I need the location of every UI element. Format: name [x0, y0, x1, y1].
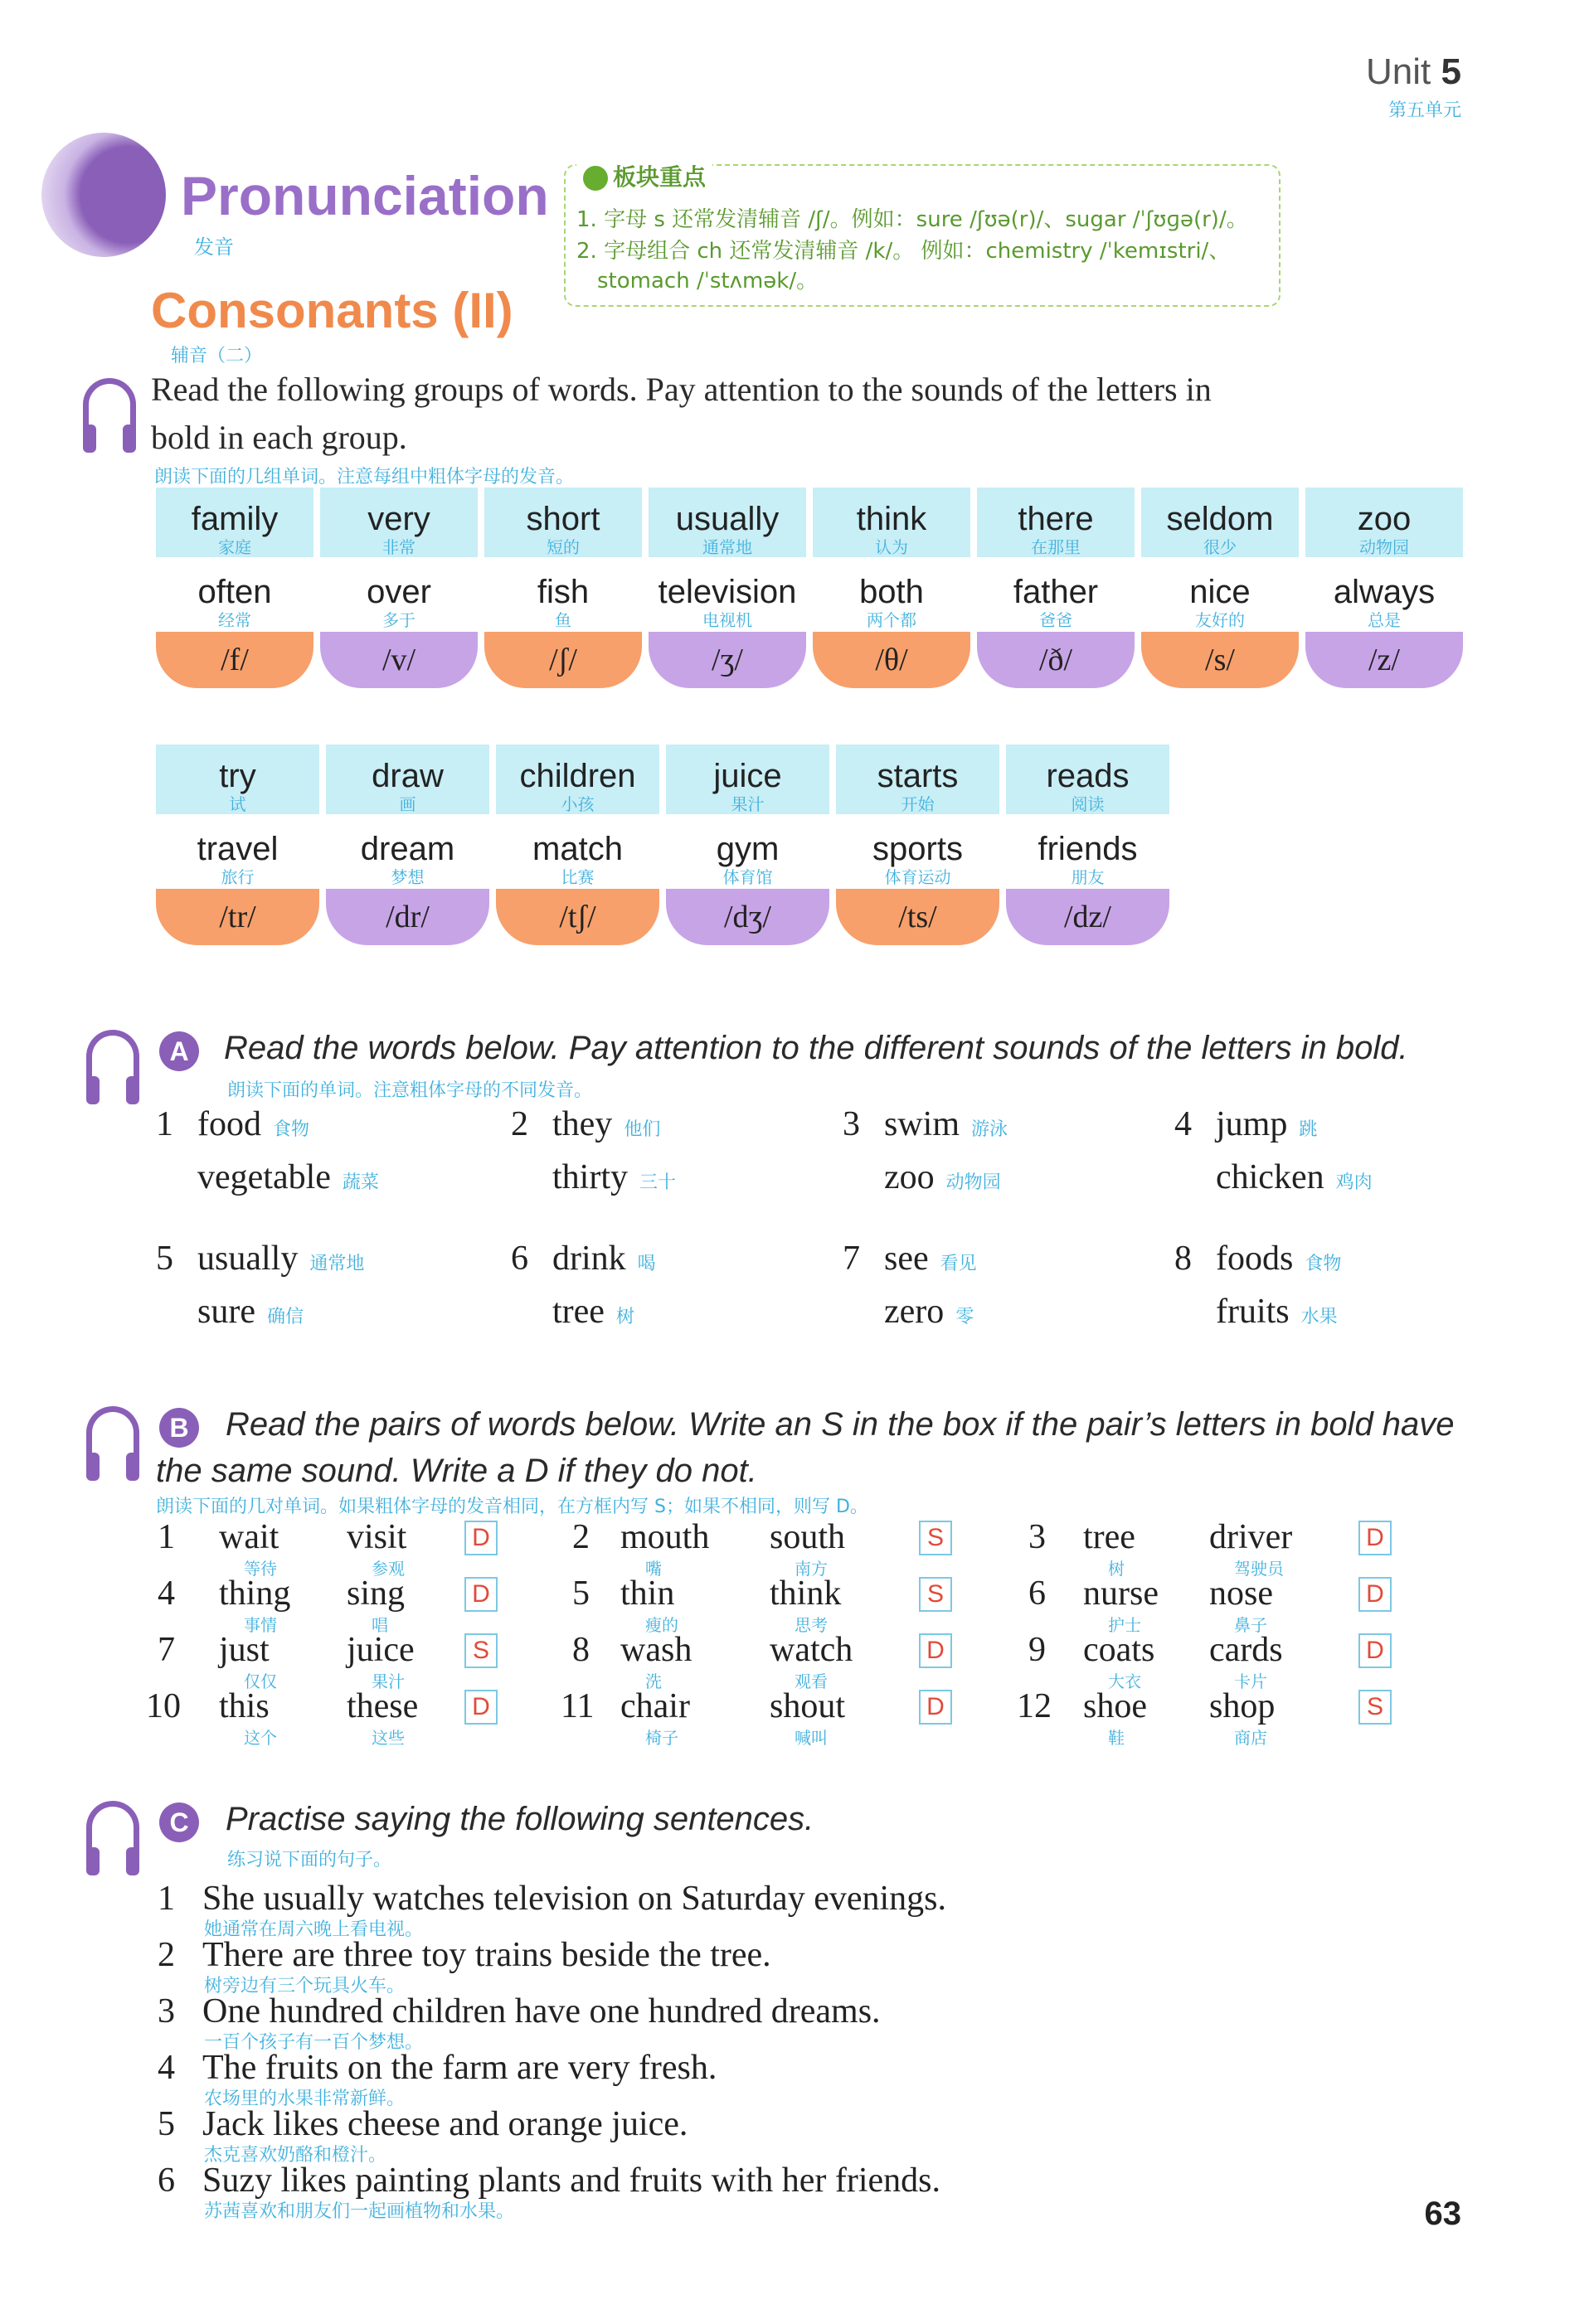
table-word-1: try: [219, 758, 256, 794]
word-pair-2: [1216, 1157, 1373, 1197]
leaf-icon: [583, 166, 608, 191]
word-2-cn: 鼻子: [1234, 1615, 1267, 1635]
sentence-number: 1: [158, 1880, 175, 1918]
section-a-badge: A: [159, 1031, 199, 1071]
word-1: this: [219, 1687, 270, 1725]
table-word-2: television: [658, 574, 797, 610]
word: foods: [1216, 1240, 1294, 1278]
word: see: [884, 1240, 929, 1278]
word-1-cn: 嘴: [645, 1559, 662, 1579]
sentence-number: 2: [158, 1936, 175, 1974]
word-2: watch: [770, 1631, 853, 1669]
word-1-cn: 事情: [244, 1615, 277, 1635]
answer-box[interactable]: D: [464, 1690, 498, 1725]
word: fruits: [1216, 1293, 1290, 1331]
item-number: 1: [158, 1518, 175, 1556]
word-1: thing: [219, 1574, 291, 1613]
word-1-cn: 洗: [645, 1671, 662, 1691]
word-1: mouth: [620, 1518, 710, 1556]
table-word-1-cn: 动物园: [1359, 537, 1409, 557]
word-2: shop: [1209, 1687, 1276, 1725]
word: zoo: [884, 1158, 935, 1196]
section-title-cn: 辅音（二）: [171, 346, 263, 366]
word-pair-1: [552, 1104, 660, 1144]
table-word-2: friends: [1038, 831, 1138, 867]
section-a-instruction-cn: 朗读下面的单词。注意粗体字母的不同发音。: [227, 1080, 593, 1101]
answer-box[interactable]: S: [464, 1633, 498, 1668]
sentence-cn: 农场里的水果非常新鲜。: [204, 2089, 406, 2109]
word-2: cards: [1209, 1631, 1283, 1669]
table-word-1-cn: 开始: [901, 794, 935, 814]
word-1: nurse: [1083, 1574, 1159, 1613]
word-cn: 水果: [1300, 1307, 1338, 1327]
table-word-2-cn: 朋友: [1071, 867, 1105, 887]
table-word-1-cn: 小孩: [561, 794, 595, 814]
table-word-2-cn: 体育馆: [722, 867, 773, 887]
focus-line-1: 1. 字母 s 还常发清辅音 /ʃ/。例如：sure /ʃʊə(r)/、sugar /ˈʃʊɡə(r)/。: [576, 207, 1248, 232]
answer-box[interactable]: D: [464, 1521, 498, 1555]
word-1-cn: 仅仅: [244, 1671, 277, 1691]
phoneme-label: /ts/: [836, 889, 999, 945]
word-pair-2: [552, 1292, 634, 1332]
sentence-text: One hundred children have one hundred dreams.: [202, 1992, 881, 2030]
answer-box[interactable]: D: [919, 1633, 952, 1668]
word: usually: [197, 1240, 299, 1278]
word-1: wait: [219, 1518, 279, 1556]
answer-box[interactable]: D: [1358, 1633, 1392, 1668]
word-2-cn: 观看: [795, 1671, 828, 1691]
table-word-2-cn: 爸爸: [1039, 610, 1072, 630]
word-2: juice: [347, 1631, 415, 1669]
word-pair-1: [1216, 1104, 1317, 1144]
answer-box[interactable]: D: [1358, 1577, 1392, 1612]
item-number: 7: [158, 1631, 175, 1669]
word-1-cn: 等待: [244, 1559, 277, 1579]
page-title: Pronunciation: [181, 165, 549, 226]
word-1-cn: 椅子: [645, 1728, 678, 1748]
word-2-cn: 参观: [372, 1559, 405, 1579]
word-pair-2: [197, 1157, 379, 1197]
word-cn: 三十: [639, 1172, 677, 1193]
phoneme-label: /θ/: [813, 632, 970, 688]
word-pair-2: [1216, 1292, 1338, 1332]
table-word-2: travel: [197, 831, 279, 867]
word-1-cn: 鞋: [1108, 1728, 1125, 1748]
table-word-1-cn: 非常: [382, 537, 416, 557]
item-number: 6: [1028, 1574, 1046, 1613]
word-pair-2: [197, 1292, 304, 1332]
unit-label: Unit 5: [1366, 51, 1461, 92]
sentence-text: Suzy likes painting plants and fruits with her friends.: [202, 2161, 941, 2200]
sentence-cn: 她通常在周六晚上看电视。: [204, 1919, 424, 1940]
table-word-1-cn: 试: [229, 794, 246, 814]
table-word-2-cn: 电视机: [702, 610, 752, 630]
word: chicken: [1216, 1158, 1324, 1196]
word-2-cn: 驾驶员: [1234, 1559, 1284, 1579]
item-number: 11: [561, 1687, 595, 1725]
word-2-cn: 果汁: [372, 1671, 405, 1691]
table-word-1-cn: 阅读: [1071, 794, 1105, 814]
word-2: these: [347, 1687, 419, 1725]
table-word-2: sports: [872, 831, 963, 867]
phoneme-label: /tʃ/: [496, 889, 659, 945]
section-c-badge: C: [159, 1802, 199, 1842]
word-2: think: [770, 1574, 842, 1613]
word: vegetable: [197, 1158, 331, 1196]
table-word-1-cn: 认为: [875, 537, 908, 557]
word-1: just: [219, 1631, 270, 1669]
word-2-cn: 这些: [372, 1728, 405, 1748]
table-word-1-cn: 很少: [1203, 537, 1237, 557]
section-c-instruction-cn: 练习说下面的句子。: [227, 1850, 392, 1870]
word: tree: [552, 1293, 605, 1331]
word-2-cn: 商店: [1234, 1728, 1267, 1748]
section-c-instruction: Practise saying the following sentences.: [226, 1801, 814, 1837]
table-word-2: always: [1333, 574, 1436, 610]
word-cn: 零: [955, 1307, 974, 1327]
table-word-2: nice: [1189, 574, 1251, 610]
table-word-1: zoo: [1357, 501, 1412, 537]
table-word-1: family: [191, 501, 279, 537]
section-title: Consonants (II): [151, 283, 513, 338]
sentence-number: 5: [158, 2105, 175, 2143]
word-cn: 看见: [940, 1254, 977, 1274]
sentence-cn: 一百个孩子有一百个梦想。: [204, 2032, 424, 2053]
word-2: driver: [1209, 1518, 1293, 1556]
focus-line-3: stomach /ˈstʌmək/。: [597, 269, 819, 294]
word-pair-2: [884, 1157, 1001, 1197]
table-word-2: over: [367, 574, 431, 610]
word-1-cn: 瘦的: [645, 1615, 678, 1635]
table-word-1: short: [526, 501, 600, 537]
answer-box[interactable]: D: [919, 1690, 952, 1725]
table-word-1-cn: 短的: [547, 537, 580, 557]
table-word-1: children: [519, 758, 636, 794]
word-cn: 蔬菜: [342, 1172, 379, 1193]
headphones-icon[interactable]: [83, 378, 136, 431]
word-cn: 通常地: [309, 1254, 365, 1274]
table-word-2: fish: [537, 574, 590, 610]
word-pair-1: [1216, 1239, 1341, 1278]
word-pair-1: [884, 1239, 977, 1278]
word-pair-1: [197, 1104, 309, 1144]
sentence-text: There are three toy trains beside the tree.: [202, 1936, 771, 1974]
word-cn: 喝: [637, 1254, 656, 1274]
word-cn: 他们: [624, 1119, 661, 1140]
word-cn: 鸡肉: [1335, 1172, 1373, 1193]
table-word-2: match: [532, 831, 623, 867]
item-number: 5: [156, 1240, 173, 1278]
sentence-number: 6: [158, 2161, 175, 2200]
sentence-cn: 杰克喜欢奶酪和橙汁。: [204, 2145, 387, 2166]
phoneme-label: /z/: [1305, 632, 1463, 688]
phoneme-label: /dz/: [1006, 889, 1169, 945]
table-word-2-cn: 总是: [1368, 610, 1401, 630]
table-word-1: reads: [1046, 758, 1130, 794]
section-b-instruction-1: Read the pairs of words below. Write an S in the box if the pair’s letters in bold have: [226, 1406, 1455, 1443]
item-number: 2: [511, 1105, 528, 1143]
word-pair-1: [884, 1104, 1008, 1144]
table-word-2: father: [1013, 574, 1099, 610]
word-1: thin: [620, 1574, 675, 1613]
phoneme-label: /v/: [320, 632, 478, 688]
table-word-2-cn: 经常: [218, 610, 251, 630]
table-word-2: gym: [716, 831, 780, 867]
item-number: 3: [1028, 1518, 1046, 1556]
answer-box[interactable]: S: [1358, 1690, 1392, 1725]
table-word-1-cn: 通常地: [702, 537, 752, 557]
word-2: nose: [1209, 1574, 1273, 1613]
item-number: 4: [1174, 1105, 1192, 1143]
word-2: south: [770, 1518, 846, 1556]
item-number: 4: [158, 1574, 175, 1613]
table-word-2-cn: 体育运动: [884, 867, 951, 887]
table-word-2-cn: 比赛: [561, 867, 595, 887]
word-1-cn: 这个: [244, 1728, 277, 1748]
item-number: 8: [1174, 1240, 1192, 1278]
word: sure: [197, 1293, 255, 1331]
table-word-1-cn: 家庭: [218, 537, 251, 557]
table-word-1-cn: 在那里: [1031, 537, 1081, 557]
table-word-2: both: [859, 574, 924, 610]
phoneme-label: /f/: [156, 632, 313, 688]
word: jump: [1216, 1105, 1288, 1143]
word: zero: [884, 1293, 945, 1331]
intro-cn: 朗读下面的几组单词。注意每组中粗体字母的发音。: [154, 467, 575, 488]
unit-label-cn: 第五单元: [1387, 100, 1461, 121]
page-number: 63: [1424, 2195, 1461, 2232]
word-1: chair: [620, 1687, 690, 1725]
sentence-text: She usually watches television on Saturday evenings.: [202, 1880, 946, 1918]
table-word-2-cn: 两个都: [867, 610, 916, 630]
sentence-number: 3: [158, 1992, 175, 2030]
word-2: shout: [770, 1687, 846, 1725]
table-word-1: draw: [372, 758, 444, 794]
word-cn: 跳: [1299, 1119, 1318, 1140]
word-2-cn: 喊叫: [795, 1728, 828, 1748]
word-pair-2: [552, 1157, 676, 1197]
word-2-cn: 南方: [795, 1559, 828, 1579]
word-2: visit: [347, 1518, 407, 1556]
sentence-cn: 苏茜喜欢和朋友们一起画植物和水果。: [204, 2201, 515, 2222]
word-pair-1: [197, 1239, 364, 1278]
phoneme-label: /tr/: [156, 889, 319, 945]
word-cn: 树: [615, 1307, 634, 1327]
word: thirty: [552, 1158, 628, 1196]
answer-box[interactable]: D: [1358, 1521, 1392, 1555]
word-cn: 食物: [273, 1119, 310, 1140]
word-2-cn: 唱: [372, 1615, 388, 1635]
word-cn: 游泳: [971, 1119, 1008, 1140]
item-number: 5: [572, 1574, 590, 1613]
item-number: 6: [511, 1240, 528, 1278]
intro-line-2: bold in each group.: [151, 419, 407, 456]
page-title-cn: 发音: [194, 235, 234, 259]
table-word-1: very: [367, 501, 430, 537]
speaker-face-icon: [41, 133, 166, 257]
table-word-2-cn: 鱼: [555, 610, 571, 630]
word-cn: 食物: [1305, 1254, 1342, 1274]
table-word-2-cn: 梦想: [391, 867, 425, 887]
table-word-1: seldom: [1166, 501, 1274, 537]
word-2-cn: 思考: [795, 1615, 828, 1635]
word-1-cn: 护士: [1108, 1615, 1141, 1635]
table-word-1-cn: 果汁: [731, 794, 765, 814]
item-number: 9: [1028, 1631, 1046, 1669]
table-word-2-cn: 多于: [382, 610, 416, 630]
table-word-2-cn: 友好的: [1195, 610, 1245, 630]
table-word-2-cn: 旅行: [221, 867, 255, 887]
intro-line-1: Read the following groups of words. Pay attention to the sounds of the letters in: [151, 371, 1212, 408]
phoneme-label: /s/: [1141, 632, 1299, 688]
word-cn: 动物园: [945, 1172, 1001, 1193]
sentence-text: The fruits on the farm are very fresh.: [202, 2049, 717, 2087]
answer-box[interactable]: S: [919, 1521, 952, 1555]
item-number: 10: [146, 1687, 181, 1725]
word-1: shoe: [1083, 1687, 1147, 1725]
word: they: [552, 1105, 613, 1143]
answer-box[interactable]: D: [464, 1577, 498, 1612]
word-cn: 确信: [266, 1307, 304, 1327]
phoneme-label: /ʒ/: [649, 632, 806, 688]
focus-line-2: 2. 字母组合 ch 还常发清辅音 /k/。 例如：chemistry /ˈkemɪstri/、: [576, 239, 1231, 264]
sentence-text: Jack likes cheese and orange juice.: [202, 2105, 688, 2143]
table-word-1: juice: [713, 758, 782, 794]
table-word-2: dream: [360, 831, 455, 867]
answer-box[interactable]: S: [919, 1577, 952, 1612]
word: drink: [552, 1240, 626, 1278]
word-1-cn: 大衣: [1108, 1671, 1141, 1691]
section-a-instruction: Read the words below. Pay attention to the different sounds of the letters in bold.: [224, 1030, 1408, 1066]
item-number: 1: [156, 1105, 173, 1143]
phoneme-label: /dr/: [326, 889, 489, 945]
word-2-cn: 卡片: [1234, 1671, 1267, 1691]
item-number: 3: [843, 1105, 860, 1143]
phoneme-label: /ʃ/: [484, 632, 642, 688]
phoneme-label: /ð/: [977, 632, 1135, 688]
item-number: 2: [572, 1518, 590, 1556]
word-1: tree: [1083, 1518, 1135, 1556]
item-number: 12: [1017, 1687, 1052, 1725]
word-1-cn: 树: [1108, 1559, 1125, 1579]
item-number: 8: [572, 1631, 590, 1669]
headphones-icon[interactable]: [86, 1801, 139, 1854]
sentence-number: 4: [158, 2049, 175, 2087]
table-word-1: starts: [877, 758, 959, 794]
word-1: coats: [1083, 1631, 1155, 1669]
word-2: sing: [347, 1574, 406, 1613]
section-b-badge: B: [159, 1408, 199, 1448]
word-pair-1: [552, 1239, 656, 1278]
headphones-icon[interactable]: [86, 1406, 139, 1459]
sentence-cn: 树旁边有三个玩具火车。: [204, 1976, 406, 1997]
headphones-icon[interactable]: [86, 1030, 139, 1083]
item-number: 7: [843, 1240, 860, 1278]
section-b-instruction-2: the same sound. Write a D if they do not.: [156, 1453, 757, 1489]
table-word-1: think: [856, 501, 927, 537]
section-b-instruction-cn: 朗读下面的几对单词。如果粗体字母的发音相同，在方框内写 S；如果不相同，则写 D。: [156, 1497, 868, 1517]
table-word-1-cn: 画: [399, 794, 416, 814]
word-1: wash: [620, 1631, 693, 1669]
word: swim: [884, 1105, 960, 1143]
table-word-1: usually: [675, 501, 780, 537]
table-word-2: often: [197, 574, 272, 610]
word: food: [197, 1105, 261, 1143]
focus-box-title: 板块重点: [576, 159, 712, 192]
phoneme-label: /dʒ/: [666, 889, 829, 945]
table-word-1: there: [1018, 501, 1094, 537]
word-pair-2: [884, 1292, 974, 1332]
